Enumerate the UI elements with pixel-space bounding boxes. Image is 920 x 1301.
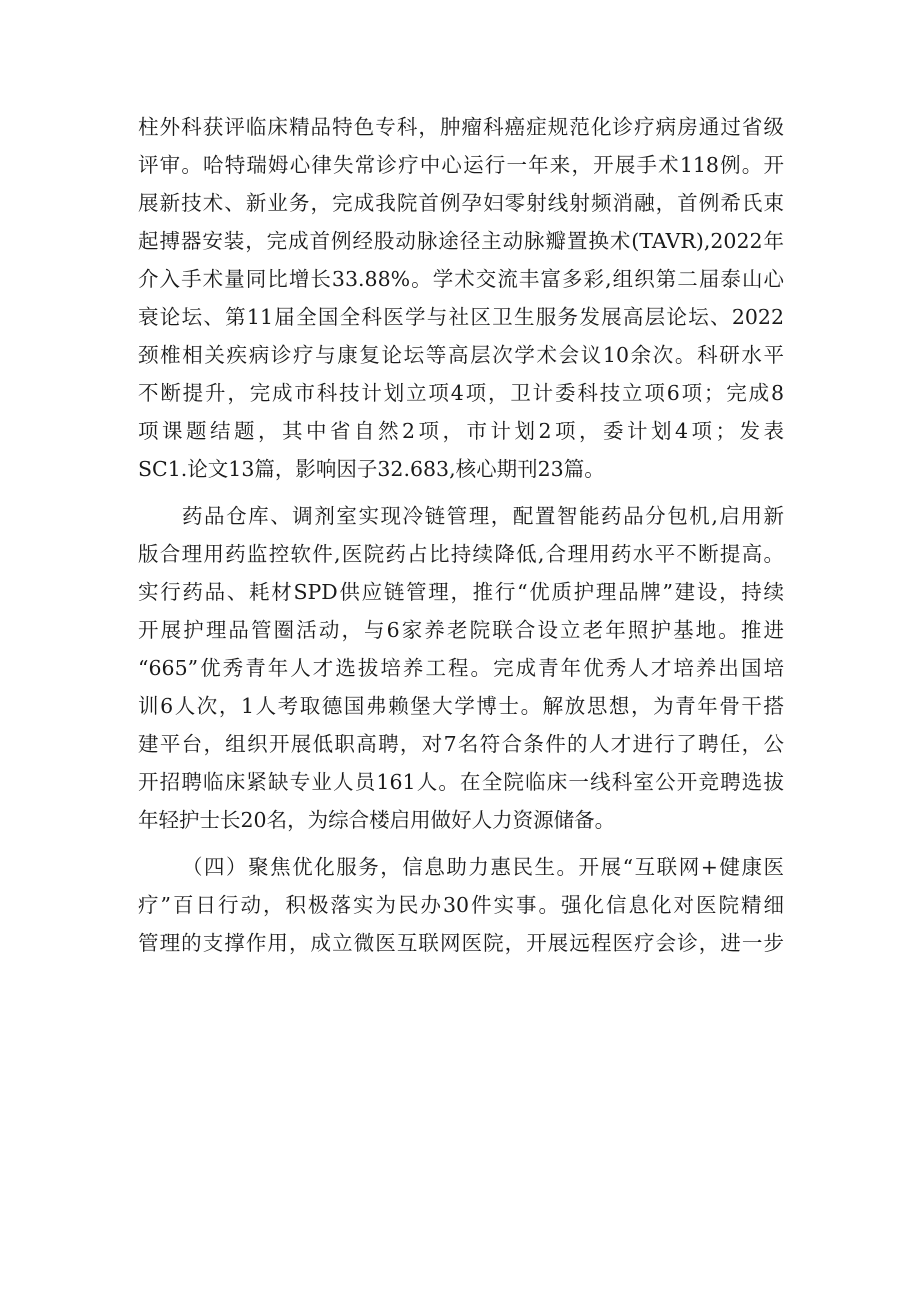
paragraph-1 (138, 108, 784, 488)
paragraph-1-line-4: 起搏器安装，完成首例经股动脉途径主动脉瓣置换术(TAVR),2022年 (138, 229, 784, 253)
paragraph-1-line-10: SC1.论文13篇，影响因子32.683,核心期刊23篇。 (138, 457, 605, 481)
paragraph-1-line-2: 评审。哈特瑞姆心律失常诊疗中心运行一年来，开展手术118例。开 (138, 153, 784, 177)
paragraph-3-line-2: 疗”百日行动，积极落实为民办30件实事。强化信息化对医院精细 (138, 893, 784, 917)
paragraph-2 (138, 497, 784, 839)
paragraph-2-line-5: “665”优秀青年人才选拔培养工程。完成青年优秀人才培养出国培 (138, 656, 784, 680)
paragraph-1-line-8: 不断提升，完成市科技计划立项4项，卫计委科技立项6项；完成8 (138, 381, 784, 405)
paragraph-2-line-1: 药品仓库、调剂室实现冷链管理，配置智能药品分包机,启用新 (182, 504, 784, 528)
paragraph-2-line-4: 开展护理品管圈活动，与6家养老院联合设立老年照护基地。推进 (138, 618, 784, 642)
document-body (138, 108, 784, 962)
paragraph-2-line-7: 建平台，组织开展低职高聘，对7名符合条件的人才进行了聘任，公 (138, 732, 784, 756)
paragraph-1-line-7: 颈椎相关疾病诊疗与康复论坛等高层次学术会议10余次。科研水平 (138, 343, 784, 367)
paragraph-2-line-3: 实行药品、耗材SPD供应链管理，推行“优质护理品牌”建设，持续 (138, 580, 784, 604)
paragraph-2-line-9: 年轻护士长20名，为综合楼启用做好人力资源储备。 (138, 808, 616, 832)
paragraph-1-line-9: 项课题结题，其中省自然2项，市计划2项，委计划4项；发表 (138, 419, 784, 443)
paragraph-3 (138, 848, 784, 962)
paragraph-2-line-8: 开招聘临床紧缺专业人员161人。在全院临床一线科室公开竞聘选拔 (138, 770, 784, 794)
paragraph-3-line-3: 管理的支撑作用，成立微医互联网医院，开展远程医疗会诊，进一步 (138, 931, 784, 955)
paragraph-1-line-6: 衰论坛、第11届全国全科医学与社区卫生服务发展高层论坛、2022 (138, 305, 784, 329)
paragraph-1-line-5: 介入手术量同比增长33.88%。学术交流丰富多彩,组织第二届泰山心 (138, 267, 784, 291)
paragraph-2-line-6: 训6人次，1人考取德国弗赖堡大学博士。解放思想，为青年骨干搭 (138, 694, 784, 718)
paragraph-2-line-2: 版合理用药监控软件,医院药占比持续降低,合理用药水平不断提高。 (138, 542, 784, 566)
paragraph-1-line-1: 柱外科获评临床精品特色专科，肿瘤科癌症规范化诊疗病房通过省级 (138, 115, 784, 139)
paragraph-1-line-3: 展新技术、新业务，完成我院首例孕妇零射线射频消融，首例希氏束 (138, 191, 784, 215)
paragraph-3-line-1: （四）聚焦优化服务，信息助力惠民生。开展“互联网+健康医 (182, 855, 784, 879)
